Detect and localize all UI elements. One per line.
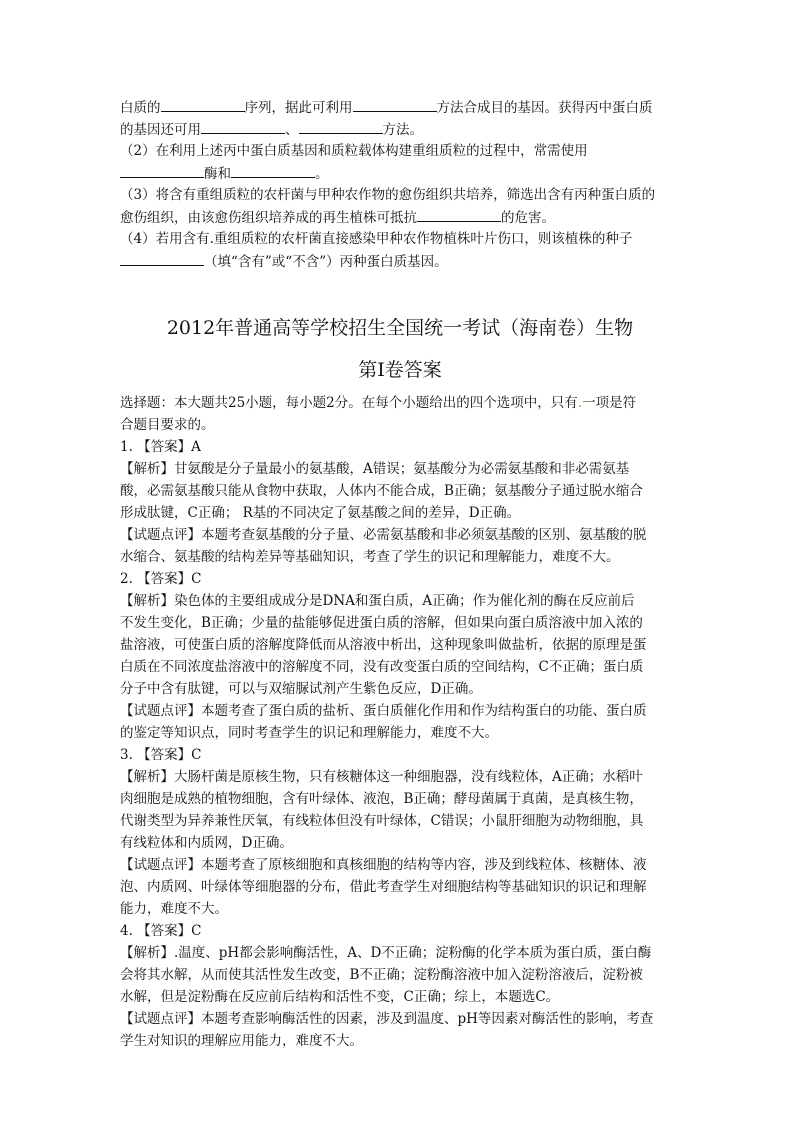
answer-key: 3. 【答案】C xyxy=(120,747,202,763)
fill-blank xyxy=(231,162,315,178)
answer-key: 1. 【答案】A xyxy=(120,439,201,455)
comment-line: 能力，难度不大。 xyxy=(120,901,228,917)
comment-line: 【试题点评】本题考查了原核细胞和真核细胞的结构等内容，涉及到线粒体、核糖体、液 xyxy=(120,857,647,873)
comment-line: 【试题点评】本题考查了蛋白质的盐析、蛋白质催化作用和作为结构蛋白的功能、蛋白质 xyxy=(120,703,647,719)
q2-line-2: 酶和 。 xyxy=(120,162,682,184)
comment-line: 【试题点评】本题考查氨基酸的分子量、必需氨基酸和非必须氨基酸的区别、氨基酸的脱 xyxy=(120,527,647,543)
analysis-line: 【解析】染色体的主要组成成分是DNA和蛋白质，A正确；作为催化剂的酶在反应前后 xyxy=(120,593,635,609)
fill-blank xyxy=(353,96,437,112)
question-continuation xyxy=(120,96,682,272)
analysis-line: 酸，必需氨基酸只能从食物中获取，人体内不能合成，B正确；氨基酸分子通过脱水缩合 xyxy=(120,483,643,499)
answers-section xyxy=(120,392,682,1052)
q2-line-1: （2）在利用上述丙中蛋白质基因和质粒载体构建重组质粒的过程中，常需使用 xyxy=(120,143,588,159)
fill-blank xyxy=(120,162,204,178)
comment-line: 水缩合、氨基酸的结构差异等基础知识，考查了学生的识记和理解能力，难度不大。 xyxy=(120,549,620,565)
intro-line-2: 合题目要求的。 xyxy=(120,417,215,433)
analysis-line: 【解析】大肠杆菌是原核生物，只有核糖体这一种细胞器，没有线粒体，A正确；水稻叶 xyxy=(120,769,643,785)
answer-key: 2. 【答案】C xyxy=(120,571,202,587)
q4-line-2: （填“含有”或“不含”）丙种蛋白质基因。 xyxy=(120,250,682,272)
analysis-line: 会将其水解，从而使其活性发生改变，B不正确；淀粉酶溶液中加入淀粉溶液后，淀粉被 xyxy=(120,967,643,983)
comment-line: 【试题点评】本题考查影响酶活性的因素，涉及到温度、pH等因素对酶活性的影响，考查 xyxy=(120,1011,654,1027)
fill-blank xyxy=(299,118,383,134)
comment-line: 的鉴定等知识点，同时考查学生的识记和理解能力，难度不大。 xyxy=(120,725,498,741)
q3-line-1: （3）将含有重组质粒的农杆菌与甲种农作物的愈伤组织共培养，筛选出含有丙种蛋白质的 xyxy=(120,187,656,203)
q1-line-1: 白质的 序列，据此可利用 方法合成目的基因。获得丙中蛋白质 xyxy=(120,96,682,118)
fill-blank xyxy=(417,206,501,222)
analysis-line: 代谢类型为异养兼性厌氧，有线粒体但没有叶绿体，C错误；小鼠肝细胞为动物细胞，具 xyxy=(120,813,644,829)
analysis-line: 不发生变化，B正确；少量的盐能够促进蛋白质的溶解，但如果向蛋白质溶液中加入浓的 xyxy=(120,615,643,631)
fill-blank xyxy=(120,250,204,266)
analysis-line: 【解析】.温度、pH都会影响酶活性，A、D不正确；淀粉酶的化学本质为蛋白质，蛋白酶 xyxy=(120,945,652,961)
analysis-line: 分子中含有肽键，可以与双缩脲试剂产生紫色反应，D正确。 xyxy=(120,681,482,697)
analysis-line: 有线粒体和内质网，D正确。 xyxy=(120,835,293,851)
section-title: 第I卷答案 xyxy=(358,359,442,381)
q4-line-1: （4）若用含有.重组质粒的农杆菌直接感染甲种农作物植株叶片伤口，则该植株的种子 xyxy=(120,231,633,247)
fill-blank xyxy=(201,118,285,134)
answer-item-2 xyxy=(120,568,682,744)
analysis-line: 水解，但是淀粉酶在反应前后结构和活性不变，C正确；综上，本题选C。 xyxy=(120,989,560,1005)
comment-line: 学生对知识的理解应用能力，难度不大。 xyxy=(120,1033,363,1049)
analysis-line: 【解析】甘氨酸是分子量最小的氨基酸，A错误；氨基酸分为必需氨基酸和非必需氨基 xyxy=(120,461,630,477)
answer-key: 4. 【答案】C xyxy=(120,923,202,939)
fill-blank xyxy=(161,96,245,112)
answer-item-4 xyxy=(120,920,682,1052)
answer-item-3 xyxy=(120,744,682,920)
analysis-line: 形成肽键，C正确； R基的不同决定了氨基酸之间的差异，D正确。 xyxy=(120,505,521,521)
answer-item-1 xyxy=(120,436,682,568)
exam-title: 2012年普通高等学校招生全国统一考试（海南卷）生物 xyxy=(166,317,634,339)
q1-line-2: 的基因还可用 、 方法。 xyxy=(120,118,682,140)
analysis-line: 肉细胞是成熟的植物细胞，含有叶绿体、液泡，B正确；酵母菌属于真菌，是真核生物， xyxy=(120,791,643,807)
analysis-line: 白质在不同浓度盐溶液中的溶解度不同，没有改变蛋白质的空间结构，C不正确；蛋白质 xyxy=(120,659,644,675)
q3-line-2: 愈伤组织，由该愈伤组织培养成的再生植株可抵抗 的危害。 xyxy=(120,206,682,228)
comment-line: 泡、内质网、叶绿体等细胞器的分布，借此考查学生对细胞结构等基础知识的识记和理解 xyxy=(120,879,647,895)
analysis-line: 盐溶液，可使蛋白质的溶解度降低而从溶液中析出，这种现象叫做盐析，依据的原理是蛋 xyxy=(120,637,647,653)
intro-line-1: 选择题：本大题共25小题，每小题2分。在每个小题给出的四个选项中，只有.一项是符 xyxy=(120,395,637,411)
